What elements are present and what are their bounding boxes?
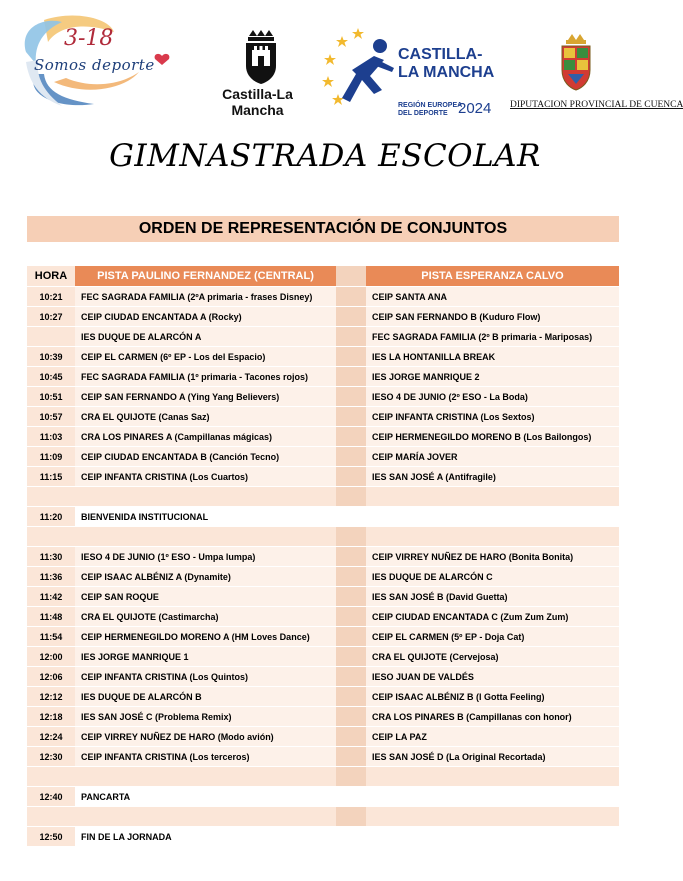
castilla-la-mancha-logo: [200, 28, 315, 118]
time-cell: 12:18: [27, 707, 75, 727]
runner-with-stars-icon: [322, 24, 402, 114]
table-row: [27, 647, 619, 667]
column-divider: [336, 427, 366, 447]
pista-b-cell: CEIP EL CARMEN (5º EP - Doja Cat): [366, 627, 619, 647]
pista-b-cell: IESO JUAN DE VALDÉS: [366, 667, 619, 687]
table-row: [27, 567, 619, 587]
pista-a-cell: IES DUQUE DE ALARCÓN B: [75, 687, 336, 707]
time-cell: 12:24: [27, 727, 75, 747]
pista-a-cell: IES JORGE MANRIQUE 1: [75, 647, 336, 667]
column-divider: [336, 727, 366, 747]
spacer-row: [27, 487, 619, 507]
table-row: [27, 627, 619, 647]
pista-b-cell: IES DUQUE DE ALARCÓN C: [366, 567, 619, 587]
pista-b-cell: CEIP INFANTA CRISTINA (Los Sextos): [366, 407, 619, 427]
time-cell: 11:20: [27, 507, 75, 527]
time-cell: 11:36: [27, 567, 75, 587]
pista-b-cell: CEIP HERMENEGILDO MORENO B (Los Bailongos): [366, 427, 619, 447]
somos-deporte-logo: [14, 12, 189, 112]
pista-a-cell: CEIP EL CARMEN (6º EP - Los del Espacio): [75, 347, 336, 367]
table-row: [27, 407, 619, 427]
diputacion-cuenca-logo: [510, 30, 683, 115]
table-row: [27, 447, 619, 467]
pista-a-cell: CRA LOS PINARES A (Campillanas mágicas): [75, 427, 336, 447]
pista-a-cell: CEIP INFANTA CRISTINA (Los Cuartos): [75, 467, 336, 487]
spacer-cell: [75, 807, 336, 827]
pista-b-cell: CRA LOS PINARES B (Campillanas con honor): [366, 707, 619, 727]
pista-b-cell: FEC SAGRADA FAMILIA (2º B primaria - Mariposas): [366, 327, 619, 347]
pista-b-cell: IES LA HONTANILLA BREAK: [366, 347, 619, 367]
table-row: [27, 467, 619, 487]
column-divider: [336, 467, 366, 487]
spacer-cell: [75, 487, 336, 507]
pista-a-cell: CEIP VIRREY NUÑEZ DE HARO (Modo avión): [75, 727, 336, 747]
column-divider: [336, 667, 366, 687]
page-title: GIMNASTRADA ESCOLAR: [109, 138, 541, 174]
table-row: [27, 607, 619, 627]
table-row: [27, 367, 619, 387]
table-header-row: [27, 266, 619, 287]
spacer-cell: [75, 767, 336, 787]
region-sub2: DEL DEPORTE: [398, 110, 448, 117]
pista-b-cell: IES SAN JOSÉ D (La Original Recortada): [366, 747, 619, 767]
event-label: BIENVENIDA INSTITUCIONAL: [75, 507, 619, 527]
table-row: [27, 307, 619, 327]
column-divider: [336, 807, 366, 827]
column-divider: [336, 607, 366, 627]
region-line1: CASTILLA-: [398, 46, 483, 63]
pista-b-cell: CRA EL QUIJOTE (Cervejosa): [366, 647, 619, 667]
spacer-row: [27, 527, 619, 547]
pista-b-cell: IES SAN JOSÉ A (Antifragile): [366, 467, 619, 487]
header-hora: HORA: [27, 266, 75, 287]
table-row: [27, 347, 619, 367]
region-europea-deporte-logo: [322, 24, 502, 117]
time-cell: 10:27: [27, 307, 75, 327]
header-pista-b: PISTA ESPERANZA CALVO: [366, 266, 619, 287]
column-divider: [336, 647, 366, 667]
region-line2: LA MANCHA: [398, 64, 495, 81]
table-row: [27, 287, 619, 307]
pista-a-cell: FEC SAGRADA FAMILIA (2ºA primaria - frases Disney): [75, 287, 336, 307]
pista-a-cell: CRA EL QUIJOTE (Castimarcha): [75, 607, 336, 627]
column-divider: [336, 367, 366, 387]
column-divider: [336, 687, 366, 707]
pista-b-cell: IES JORGE MANRIQUE 2: [366, 367, 619, 387]
time-cell: 12:40: [27, 787, 75, 807]
pista-a-cell: CRA EL QUIJOTE (Canas Saz): [75, 407, 336, 427]
pista-b-cell: CEIP LA PAZ: [366, 727, 619, 747]
pista-a-cell: CEIP HERMENEGILDO MORENO A (HM Loves Dance): [75, 627, 336, 647]
spacer-cell: [27, 527, 75, 547]
column-divider: [336, 627, 366, 647]
pista-a-cell: CEIP CIUDAD ENCANTADA A (Rocky): [75, 307, 336, 327]
time-cell: 12:00: [27, 647, 75, 667]
time-cell: 11:15: [27, 467, 75, 487]
time-cell: [27, 327, 75, 347]
time-cell: 11:30: [27, 547, 75, 567]
cuenca-logo-name: DIPUTACION PROVINCIAL DE CUENCA: [510, 100, 683, 110]
event-row: [27, 507, 619, 527]
spacer-cell: [27, 807, 75, 827]
time-cell: 11:42: [27, 587, 75, 607]
pista-a-cell: IES DUQUE DE ALARCÓN A: [75, 327, 336, 347]
time-cell: 10:21: [27, 287, 75, 307]
time-cell: 10:57: [27, 407, 75, 427]
pista-b-cell: CEIP SAN FERNANDO B (Kuduro Flow): [366, 307, 619, 327]
pista-a-cell: CEIP SAN ROQUE: [75, 587, 336, 607]
pista-b-cell: IES SAN JOSÉ B (David Guetta): [366, 587, 619, 607]
column-divider: [336, 567, 366, 587]
crown-castle-emblem-icon: [200, 28, 315, 86]
region-logo-title: [398, 46, 494, 82]
time-cell: 12:30: [27, 747, 75, 767]
spacer-cell: [75, 527, 336, 547]
table-row: [27, 427, 619, 447]
column-divider: [336, 266, 366, 287]
spacer-row: [27, 807, 619, 827]
spacer-row: [27, 767, 619, 787]
clm-logo-name: Castilla-La Mancha: [222, 86, 293, 118]
pista-b-cell: CEIP MARÍA JOVER: [366, 447, 619, 467]
time-cell: 10:51: [27, 387, 75, 407]
column-divider: [336, 587, 366, 607]
column-divider: [336, 347, 366, 367]
time-cell: 12:06: [27, 667, 75, 687]
spacer-cell: [27, 767, 75, 787]
pista-b-cell: CEIP CIUDAD ENCANTADA C (Zum Zum Zum): [366, 607, 619, 627]
logo-slogan: Somos deporte: [34, 56, 155, 74]
pista-b-cell: CEIP VIRREY NUÑEZ DE HARO (Bonita Bonita): [366, 547, 619, 567]
column-divider: [336, 447, 366, 467]
pista-a-cell: FEC SAGRADA FAMILIA (1º primaria - Tacones rojos): [75, 367, 336, 387]
column-divider: [336, 487, 366, 507]
table-row: [27, 327, 619, 347]
column-divider: [336, 527, 366, 547]
table-row: [27, 547, 619, 567]
pista-a-cell: CEIP INFANTA CRISTINA (Los Quintos): [75, 667, 336, 687]
time-cell: 10:45: [27, 367, 75, 387]
pista-a-cell: CEIP CIUDAD ENCANTADA B (Canción Tecno): [75, 447, 336, 467]
column-divider: [336, 767, 366, 787]
spacer-cell: [366, 487, 619, 507]
table-row: [27, 747, 619, 767]
coat-of-arms-icon: [510, 30, 642, 98]
column-divider: [336, 327, 366, 347]
region-sub1: REGIÓN EUROPEA: [398, 102, 463, 109]
table-row: [27, 387, 619, 407]
header-pista-a: PISTA PAULINO FERNANDEZ (CENTRAL): [75, 266, 336, 287]
time-cell: 12:50: [27, 827, 75, 847]
logo-numbers: 3-18: [64, 26, 114, 51]
region-year: 2024: [458, 100, 492, 117]
pista-a-cell: IES SAN JOSÉ C (Problema Remix): [75, 707, 336, 727]
spacer-cell: [366, 767, 619, 787]
time-cell: 10:39: [27, 347, 75, 367]
table-row: [27, 667, 619, 687]
time-cell: 11:48: [27, 607, 75, 627]
pista-b-cell: CEIP ISAAC ALBÉNIZ B (I Gotta Feeling): [366, 687, 619, 707]
schedule-table: [27, 266, 619, 847]
pista-a-cell: CEIP ISAAC ALBÉNIZ A (Dynamite): [75, 567, 336, 587]
column-divider: [336, 547, 366, 567]
pista-b-cell: IESO 4 DE JUNIO (2º ESO - La Boda): [366, 387, 619, 407]
column-divider: [336, 707, 366, 727]
section-header: ORDEN DE REPRESENTACIÓN DE CONJUNTOS: [27, 216, 619, 242]
spacer-cell: [366, 807, 619, 827]
column-divider: [336, 747, 366, 767]
time-cell: 11:03: [27, 427, 75, 447]
table-row: [27, 727, 619, 747]
region-logo-subtitle: [398, 102, 462, 118]
column-divider: [336, 387, 366, 407]
pista-a-cell: IESO 4 DE JUNIO (1º ESO - Umpa lumpa): [75, 547, 336, 567]
column-divider: [336, 407, 366, 427]
event-label: FIN DE LA JORNADA: [75, 827, 619, 847]
table-row: [27, 687, 619, 707]
event-label: PANCARTA: [75, 787, 619, 807]
pista-a-cell: CEIP INFANTA CRISTINA (Los terceros): [75, 747, 336, 767]
pista-b-cell: CEIP SANTA ANA: [366, 287, 619, 307]
spacer-cell: [366, 527, 619, 547]
time-cell: 11:54: [27, 627, 75, 647]
event-row: [27, 827, 619, 847]
time-cell: 12:12: [27, 687, 75, 707]
column-divider: [336, 287, 366, 307]
logo-bar: [0, 10, 683, 118]
table-row: [27, 587, 619, 607]
spacer-cell: [27, 487, 75, 507]
time-cell: 11:09: [27, 447, 75, 467]
event-row: [27, 787, 619, 807]
column-divider: [336, 307, 366, 327]
pista-a-cell: CEIP SAN FERNANDO A (Ying Yang Believers): [75, 387, 336, 407]
table-row: [27, 707, 619, 727]
